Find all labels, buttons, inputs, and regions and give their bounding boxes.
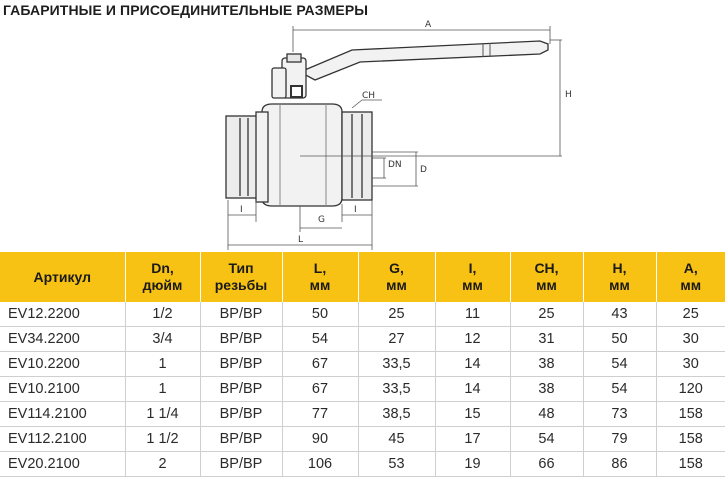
- cell-h: 43: [583, 302, 656, 327]
- cell-thread-type: ВР/ВР: [200, 352, 282, 377]
- cell-thread-type: ВР/ВР: [200, 452, 282, 477]
- table-row: [0, 452, 725, 477]
- header-article: Артикул: [0, 252, 125, 302]
- cell-article: EV20.2100: [0, 452, 125, 477]
- header-l: L, мм: [282, 252, 358, 302]
- cell-i: 11: [435, 302, 510, 327]
- cell-article: EV10.2200: [0, 352, 125, 377]
- cell-a: 25: [656, 302, 725, 327]
- cell-ch: 54: [510, 427, 583, 452]
- cell-ch: 25: [510, 302, 583, 327]
- cell-g: 27: [358, 327, 435, 352]
- cell-i: 12: [435, 327, 510, 352]
- dim-label-i-left: I: [240, 205, 243, 215]
- cell-a: 30: [656, 352, 725, 377]
- dim-label-i-right: I: [354, 205, 357, 215]
- cell-article: EV114.2100: [0, 402, 125, 427]
- cell-thread-type: ВР/ВР: [200, 377, 282, 402]
- cell-g: 53: [358, 452, 435, 477]
- header-h: H, мм: [583, 252, 656, 302]
- table-row: [0, 352, 725, 377]
- cell-i: 15: [435, 402, 510, 427]
- cell-a: 30: [656, 327, 725, 352]
- table-row: [0, 302, 725, 327]
- page-title: ГАБАРИТНЫЕ И ПРИСОЕДИНИТЕЛЬНЫЕ РАЗМЕРЫ: [3, 2, 369, 18]
- cell-l: 67: [282, 352, 358, 377]
- cell-i: 14: [435, 352, 510, 377]
- table-row: [0, 327, 725, 352]
- cell-thread-type: ВР/ВР: [200, 402, 282, 427]
- dim-label-g: G: [318, 215, 325, 225]
- cell-g: 33,5: [358, 352, 435, 377]
- cell-a: 120: [656, 377, 725, 402]
- cell-dn: 3/4: [125, 327, 200, 352]
- dim-label-ch: CH: [362, 91, 376, 101]
- cell-ch: 48: [510, 402, 583, 427]
- cell-ch: 66: [510, 452, 583, 477]
- table-header-row: [0, 252, 725, 302]
- cell-ch: 31: [510, 327, 583, 352]
- cell-h: 50: [583, 327, 656, 352]
- cell-article: EV34.2200: [0, 327, 125, 352]
- cell-i: 17: [435, 427, 510, 452]
- cell-g: 25: [358, 302, 435, 327]
- cell-thread-type: ВР/ВР: [200, 327, 282, 352]
- cell-thread-type: ВР/ВР: [200, 302, 282, 327]
- cell-a: 158: [656, 427, 725, 452]
- cell-ch: 38: [510, 352, 583, 377]
- header-g: G, мм: [358, 252, 435, 302]
- valve-handle: [272, 41, 548, 98]
- dimensions-table: [0, 252, 725, 477]
- dim-label-dn: DN: [388, 160, 402, 170]
- cell-dn: 2: [125, 452, 200, 477]
- cell-dn: 1: [125, 377, 200, 402]
- cell-l: 67: [282, 377, 358, 402]
- cell-h: 54: [583, 377, 656, 402]
- cell-article: EV10.2100: [0, 377, 125, 402]
- cell-h: 86: [583, 452, 656, 477]
- table-row: [0, 402, 725, 427]
- cell-g: 38,5: [358, 402, 435, 427]
- header-i: I, мм: [435, 252, 510, 302]
- cell-a: 158: [656, 452, 725, 477]
- cell-g: 33,5: [358, 377, 435, 402]
- dim-label-d: D: [420, 165, 427, 175]
- header-dn: Dn, дюйм: [125, 252, 200, 302]
- table-row: [0, 427, 725, 452]
- cell-dn: 1 1/2: [125, 427, 200, 452]
- header-thread-type: Тип резьбы: [200, 252, 282, 302]
- cell-l: 77: [282, 402, 358, 427]
- valve-body: [226, 104, 372, 206]
- cell-dn: 1: [125, 352, 200, 377]
- table-row: [0, 377, 725, 402]
- header-a: A, мм: [656, 252, 725, 302]
- cell-h: 73: [583, 402, 656, 427]
- cell-i: 19: [435, 452, 510, 477]
- cell-dn: 1/2: [125, 302, 200, 327]
- cell-a: 158: [656, 402, 725, 427]
- cell-l: 90: [282, 427, 358, 452]
- header-ch: CH, мм: [510, 252, 583, 302]
- dim-label-a: A: [425, 20, 432, 30]
- cell-h: 79: [583, 427, 656, 452]
- cell-l: 106: [282, 452, 358, 477]
- cell-i: 14: [435, 377, 510, 402]
- dim-label-h: H: [565, 90, 572, 100]
- cell-article: EV112.2100: [0, 427, 125, 452]
- cell-ch: 38: [510, 377, 583, 402]
- dim-label-l: L: [298, 235, 304, 245]
- cell-article: EV12.2200: [0, 302, 125, 327]
- cell-l: 54: [282, 327, 358, 352]
- cell-thread-type: ВР/ВР: [200, 427, 282, 452]
- cell-l: 50: [282, 302, 358, 327]
- cell-g: 45: [358, 427, 435, 452]
- cell-dn: 1 1/4: [125, 402, 200, 427]
- cell-h: 54: [583, 352, 656, 377]
